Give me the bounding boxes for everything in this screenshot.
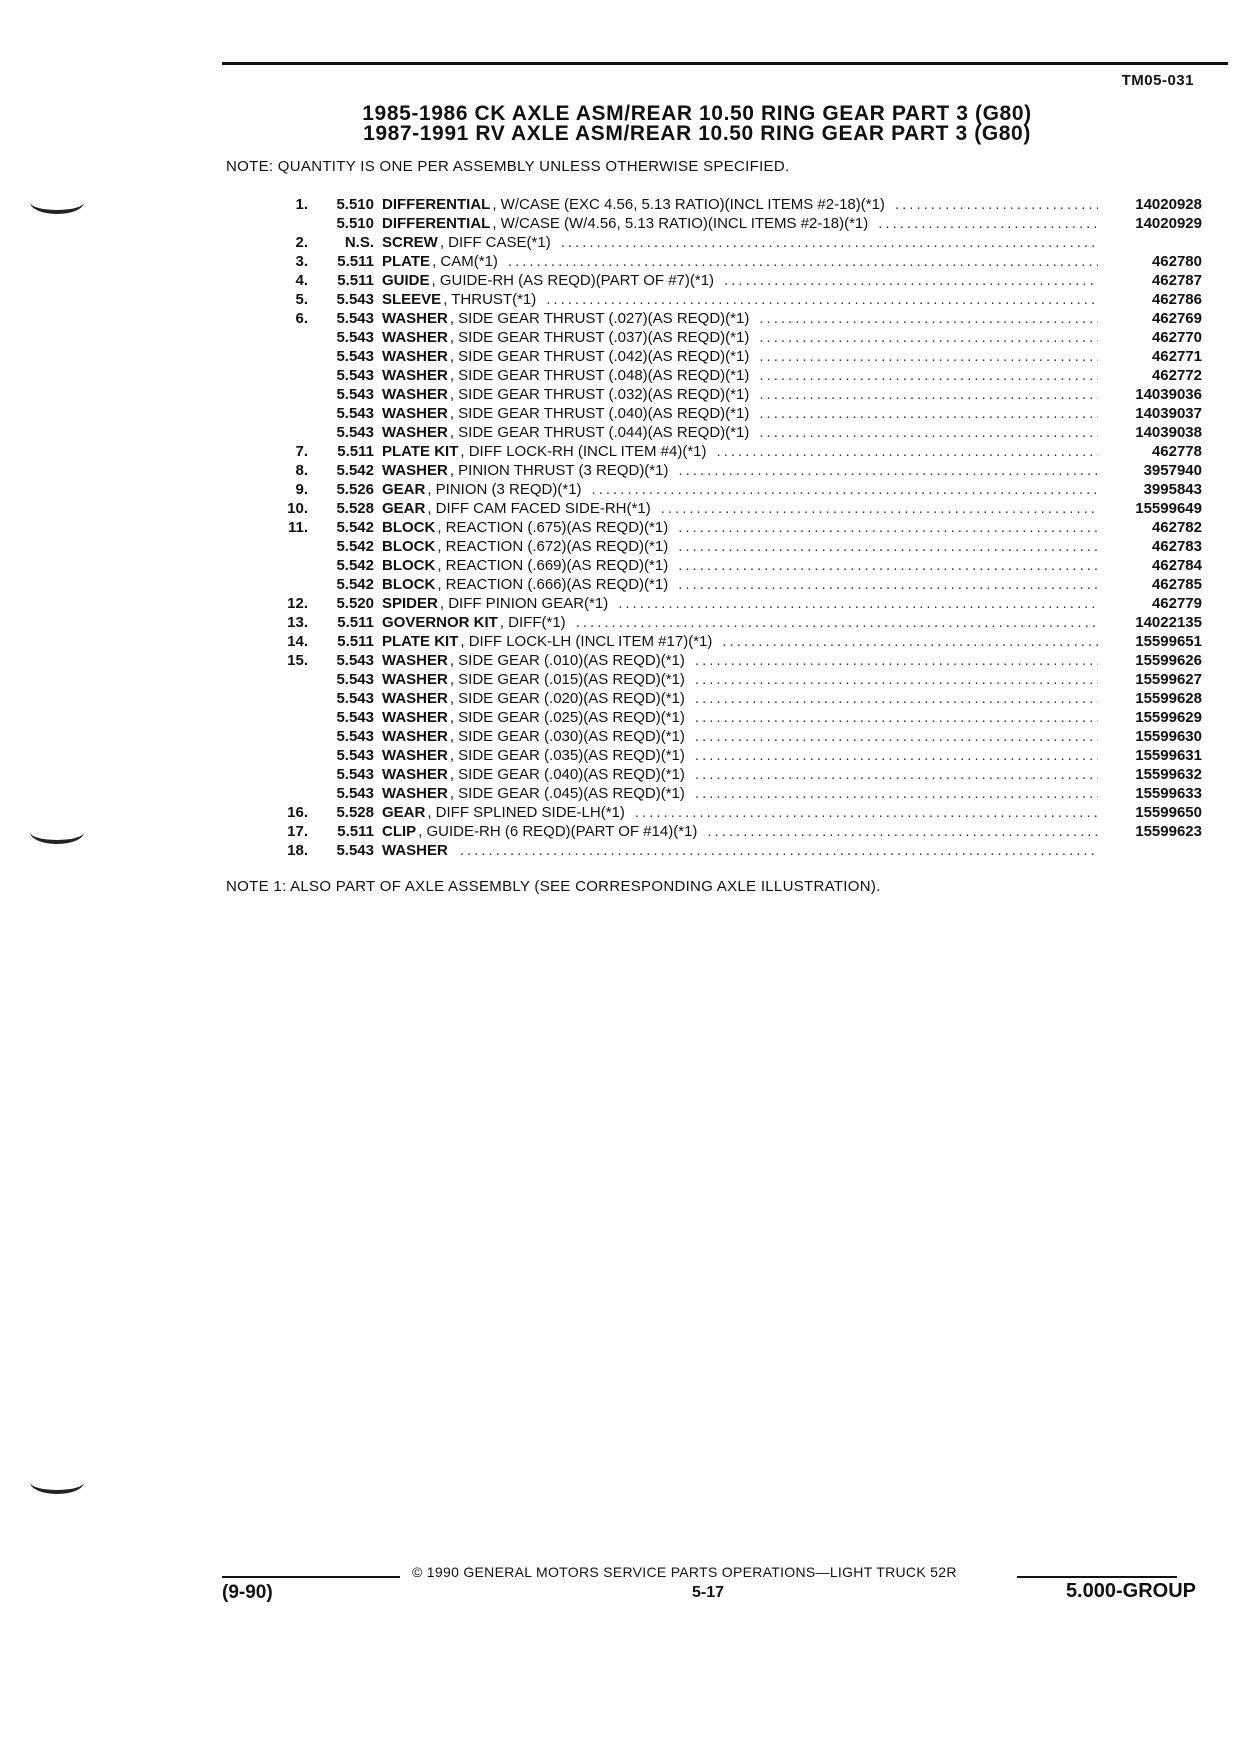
leader-dots — [546, 290, 1098, 309]
parts-row — [262, 442, 1202, 461]
item-number: 9. — [295, 481, 308, 498]
part-name: PLATE KIT — [382, 633, 459, 650]
figure-number: 5.526 — [336, 481, 374, 498]
part-description — [382, 271, 1106, 290]
figure-number: 5.542 — [336, 557, 374, 574]
part-description — [382, 309, 1106, 328]
part-description — [382, 594, 1106, 613]
leader-dots — [759, 385, 1098, 404]
leader-dots — [678, 518, 1098, 537]
parts-row — [262, 575, 1202, 594]
part-name: WASHER — [382, 367, 448, 384]
item-number: 4. — [295, 272, 308, 289]
binder-hole-mark — [30, 830, 84, 844]
item-number: 5. — [295, 291, 308, 308]
part-detail: , REACTION (.666)(AS REQD)(*1) — [437, 576, 669, 593]
part-detail: , DIFF SPLINED SIDE-LH(*1) — [427, 804, 625, 821]
leader-dots — [759, 366, 1098, 385]
part-number: 462785 — [1151, 576, 1202, 593]
part-name: WASHER — [382, 405, 448, 422]
leader-dots — [678, 575, 1098, 594]
part-description — [382, 423, 1106, 442]
figure-number: 5.520 — [336, 595, 374, 612]
page-number: 5-17 — [692, 1584, 725, 1601]
item-number: 3. — [295, 253, 308, 270]
part-description — [382, 613, 1106, 632]
part-description — [382, 689, 1106, 708]
part-description — [382, 499, 1106, 518]
item-number: 15. — [287, 652, 308, 669]
figure-number: 5.543 — [336, 671, 374, 688]
part-number: 14039037 — [1135, 405, 1202, 422]
part-name: PLATE — [382, 253, 431, 270]
part-detail: , SIDE GEAR (.030)(AS REQD)(*1) — [449, 728, 685, 745]
part-number: 15599630 — [1135, 728, 1202, 745]
item-number: 12. — [287, 595, 308, 612]
parts-row — [262, 803, 1202, 822]
part-detail: , DIFF LOCK-LH (INCL ITEM #17)(*1) — [460, 633, 713, 650]
parts-row — [262, 727, 1202, 746]
item-number: 1. — [295, 196, 308, 213]
title-line-2: 1987-1991 RV AXLE ASM/REAR 10.50 RING GEAR PART 3 (G80) — [363, 122, 1031, 145]
parts-row — [262, 499, 1202, 518]
part-detail: , W/CASE (W/4.56, 5.13 RATIO)(INCL ITEMS #2-18)(*1) — [492, 215, 869, 232]
leader-dots — [695, 765, 1098, 784]
part-number: 462787 — [1151, 272, 1202, 289]
leader-dots — [661, 499, 1098, 518]
leader-dots — [707, 822, 1098, 841]
part-detail: , SIDE GEAR THRUST (.048)(AS REQD)(*1) — [449, 367, 750, 384]
parts-row — [262, 309, 1202, 328]
part-number: 14039036 — [1135, 386, 1202, 403]
parts-row — [262, 385, 1202, 404]
part-description — [382, 765, 1106, 784]
part-description — [382, 461, 1106, 480]
part-number: 14020928 — [1135, 196, 1202, 213]
leader-dots — [724, 271, 1098, 290]
part-description — [382, 670, 1106, 689]
parts-row — [262, 423, 1202, 442]
leader-dots — [695, 784, 1098, 803]
part-number: 15599650 — [1135, 804, 1202, 821]
part-detail: , CAM(*1) — [432, 253, 498, 270]
part-description — [382, 404, 1106, 423]
part-number: 462780 — [1151, 253, 1202, 270]
part-number: 14022135 — [1135, 614, 1202, 631]
part-description — [382, 841, 1106, 860]
parts-row — [262, 822, 1202, 841]
group-label: 5.000-GROUP — [1065, 1580, 1196, 1602]
part-number: 15599629 — [1135, 709, 1202, 726]
item-number: 2. — [295, 234, 308, 251]
part-name: WASHER — [382, 747, 448, 764]
part-name: WASHER — [382, 424, 448, 441]
part-detail: , SIDE GEAR (.040)(AS REQD)(*1) — [449, 766, 685, 783]
part-name: WASHER — [382, 386, 448, 403]
part-detail: , SIDE GEAR (.015)(AS REQD)(*1) — [449, 671, 685, 688]
part-description — [382, 480, 1106, 499]
leader-dots — [695, 746, 1098, 765]
part-name: BLOCK — [382, 538, 436, 555]
item-number: 7. — [295, 443, 308, 460]
part-description — [382, 822, 1106, 841]
part-description — [382, 233, 1106, 252]
part-detail: , PINION (3 REQD)(*1) — [427, 481, 582, 498]
part-number: 14020929 — [1135, 215, 1202, 232]
part-number: 15599628 — [1135, 690, 1202, 707]
leader-dots — [722, 632, 1098, 651]
part-description — [382, 328, 1106, 347]
part-description — [382, 347, 1106, 366]
part-name: CLIP — [382, 823, 417, 840]
leader-dots — [576, 613, 1098, 632]
part-number: 15599626 — [1135, 652, 1202, 669]
part-number: 15599623 — [1135, 823, 1202, 840]
part-name: SPIDER — [382, 595, 438, 612]
part-number: 462769 — [1151, 310, 1202, 327]
part-description — [382, 575, 1106, 594]
parts-row — [262, 594, 1202, 613]
part-description — [382, 556, 1106, 575]
leader-dots — [695, 689, 1098, 708]
parts-row — [262, 613, 1202, 632]
leader-dots — [759, 423, 1098, 442]
figure-number: 5.543 — [336, 766, 374, 783]
parts-row — [262, 214, 1202, 233]
parts-row — [262, 765, 1202, 784]
part-description — [382, 214, 1106, 233]
part-number: 15599632 — [1135, 766, 1202, 783]
figure-number: 5.543 — [336, 785, 374, 802]
part-detail: , SIDE GEAR THRUST (.032)(AS REQD)(*1) — [449, 386, 750, 403]
part-detail: , REACTION (.672)(AS REQD)(*1) — [437, 538, 669, 555]
footnote-1: NOTE 1: ALSO PART OF AXLE ASSEMBLY (SEE CORRESPONDING AXLE ILLUSTRATION). — [226, 878, 881, 895]
figure-number: 5.511 — [337, 614, 374, 631]
item-number: 18. — [287, 842, 308, 859]
part-detail: , SIDE GEAR (.010)(AS REQD)(*1) — [449, 652, 685, 669]
parts-row — [262, 328, 1202, 347]
part-detail: , DIFF CAM FACED SIDE-RH(*1) — [427, 500, 651, 517]
part-number: 462786 — [1151, 291, 1202, 308]
part-description — [382, 366, 1106, 385]
part-number: 462783 — [1151, 538, 1202, 555]
figure-number: 5.542 — [336, 462, 374, 479]
leader-dots — [678, 537, 1098, 556]
part-description — [382, 252, 1106, 271]
part-number: 462771 — [1151, 348, 1202, 365]
part-number: 15599633 — [1135, 785, 1202, 802]
part-name: WASHER — [382, 348, 448, 365]
parts-row — [262, 784, 1202, 803]
part-number: 462778 — [1151, 443, 1202, 460]
figure-number: 5.510 — [336, 215, 374, 232]
parts-row — [262, 841, 1202, 860]
revision-date: (9-90) — [222, 1582, 273, 1603]
part-name: PLATE KIT — [382, 443, 459, 460]
figure-number: 5.511 — [337, 633, 374, 650]
part-name: WASHER — [382, 462, 448, 479]
figure-number: 5.543 — [336, 728, 374, 745]
part-name: WASHER — [382, 709, 448, 726]
part-name: GOVERNOR KIT — [382, 614, 498, 631]
leader-dots — [695, 651, 1098, 670]
part-name: WASHER — [382, 785, 448, 802]
part-detail: , SIDE GEAR THRUST (.042)(AS REQD)(*1) — [449, 348, 750, 365]
figure-number: 5.543 — [336, 424, 374, 441]
binder-hole-mark — [30, 1480, 84, 1494]
parts-row — [262, 746, 1202, 765]
part-description — [382, 803, 1106, 822]
part-name: WASHER — [382, 329, 448, 346]
part-description — [382, 746, 1106, 765]
part-number: 15599649 — [1135, 500, 1202, 517]
leader-dots — [695, 727, 1098, 746]
leader-dots — [759, 404, 1098, 423]
part-number: 462779 — [1151, 595, 1202, 612]
part-description — [382, 784, 1106, 803]
figure-number: 5.543 — [336, 386, 374, 403]
part-name: BLOCK — [382, 519, 436, 536]
parts-row — [262, 632, 1202, 651]
document-code: TM05-031 — [1121, 72, 1194, 89]
parts-row — [262, 461, 1202, 480]
item-number: 10. — [287, 500, 308, 517]
leader-dots — [508, 252, 1098, 271]
part-name: BLOCK — [382, 576, 436, 593]
part-number: 462772 — [1151, 367, 1202, 384]
copyright-line: © 1990 GENERAL MOTORS SERVICE PARTS OPERATIONS—LIGHT TRUCK 52R — [412, 1564, 957, 1580]
figure-number: 5.510 — [336, 196, 374, 213]
figure-number: 5.543 — [336, 652, 374, 669]
figure-number: 5.543 — [336, 348, 374, 365]
title-line-1: 1985-1986 CK AXLE ASM/REAR 10.50 RING GEAR PART 3 (G80) — [362, 102, 1032, 125]
part-name: WASHER — [382, 842, 448, 859]
parts-row — [262, 366, 1202, 385]
figure-number: 5.542 — [336, 519, 374, 536]
figure-number: 5.543 — [336, 291, 374, 308]
part-detail: , DIFF PINION GEAR(*1) — [439, 595, 609, 612]
part-number: 462770 — [1151, 329, 1202, 346]
parts-row — [262, 252, 1202, 271]
item-number: 6. — [295, 310, 308, 327]
part-name: WASHER — [382, 652, 448, 669]
leader-dots — [717, 442, 1098, 461]
parts-row — [262, 290, 1202, 309]
leader-dots — [695, 708, 1098, 727]
leader-dots — [618, 594, 1098, 613]
binder-hole-mark — [30, 200, 84, 214]
figure-number: N.S. — [344, 234, 374, 251]
part-description — [382, 632, 1106, 651]
figure-number: 5.542 — [336, 576, 374, 593]
parts-row — [262, 195, 1202, 214]
part-detail: , DIFF CASE(*1) — [439, 234, 551, 251]
part-detail: , GUIDE-RH (6 REQD)(PART OF #14)(*1) — [418, 823, 698, 840]
part-name: DIFFERENTIAL — [382, 215, 491, 232]
part-name: BLOCK — [382, 557, 436, 574]
parts-row — [262, 480, 1202, 499]
part-detail: , PINION THRUST (3 REQD)(*1) — [449, 462, 669, 479]
leader-dots — [759, 347, 1098, 366]
figure-number: 5.511 — [337, 272, 374, 289]
part-detail: , GUIDE-RH (AS REQD)(PART OF #7)(*1) — [431, 272, 715, 289]
parts-row — [262, 271, 1202, 290]
part-number: 15599631 — [1135, 747, 1202, 764]
parts-row — [262, 404, 1202, 423]
part-detail: , REACTION (.675)(AS REQD)(*1) — [437, 519, 669, 536]
part-number: 462782 — [1151, 519, 1202, 536]
leader-dots — [592, 480, 1098, 499]
page-title — [0, 104, 1254, 144]
quantity-note: NOTE: QUANTITY IS ONE PER ASSEMBLY UNLESS OTHERWISE SPECIFIED. — [226, 158, 790, 175]
part-number: 462784 — [1151, 557, 1202, 574]
part-detail: , SIDE GEAR (.025)(AS REQD)(*1) — [449, 709, 685, 726]
item-number: 13. — [287, 614, 308, 631]
part-detail: , SIDE GEAR (.045)(AS REQD)(*1) — [449, 785, 685, 802]
part-number: 14039038 — [1135, 424, 1202, 441]
parts-row — [262, 556, 1202, 575]
parts-row — [262, 670, 1202, 689]
figure-number: 5.543 — [336, 690, 374, 707]
part-detail: , REACTION (.669)(AS REQD)(*1) — [437, 557, 669, 574]
parts-row — [262, 537, 1202, 556]
part-description — [382, 442, 1106, 461]
parts-row — [262, 708, 1202, 727]
part-name: GEAR — [382, 481, 426, 498]
item-number: 17. — [287, 823, 308, 840]
figure-number: 5.543 — [336, 329, 374, 346]
part-detail: , THRUST(*1) — [443, 291, 537, 308]
figure-number: 5.511 — [337, 253, 374, 270]
part-detail: , SIDE GEAR (.020)(AS REQD)(*1) — [449, 690, 685, 707]
part-name: GUIDE — [382, 272, 430, 289]
part-description — [382, 518, 1106, 537]
part-number: 3995843 — [1143, 481, 1202, 498]
part-name: SLEEVE — [382, 291, 442, 308]
parts-list — [262, 195, 1202, 860]
top-rule — [222, 62, 1228, 65]
leader-dots — [878, 214, 1098, 233]
leader-dots — [678, 461, 1098, 480]
item-number: 8. — [295, 462, 308, 479]
leader-dots — [895, 195, 1098, 214]
part-description — [382, 537, 1106, 556]
part-detail: , SIDE GEAR (.035)(AS REQD)(*1) — [449, 747, 685, 764]
parts-row — [262, 233, 1202, 252]
part-name: GEAR — [382, 804, 426, 821]
part-number: 3957940 — [1143, 462, 1202, 479]
part-description — [382, 727, 1106, 746]
leader-dots — [635, 803, 1098, 822]
parts-row — [262, 689, 1202, 708]
part-detail: , SIDE GEAR THRUST (.027)(AS REQD)(*1) — [449, 310, 750, 327]
figure-number: 5.511 — [337, 823, 374, 840]
part-description — [382, 651, 1106, 670]
leader-dots — [759, 309, 1098, 328]
part-name: GEAR — [382, 500, 426, 517]
leader-dots — [460, 841, 1098, 860]
part-detail: , SIDE GEAR THRUST (.037)(AS REQD)(*1) — [449, 329, 750, 346]
figure-number: 5.528 — [336, 500, 374, 517]
part-detail: , DIFF LOCK-RH (INCL ITEM #4)(*1) — [460, 443, 707, 460]
part-name: WASHER — [382, 690, 448, 707]
figure-number: 5.543 — [336, 709, 374, 726]
item-number: 14. — [287, 633, 308, 650]
part-description — [382, 290, 1106, 309]
part-detail: , SIDE GEAR THRUST (.044)(AS REQD)(*1) — [449, 424, 750, 441]
item-number: 16. — [287, 804, 308, 821]
figure-number: 5.543 — [336, 747, 374, 764]
figure-number: 5.543 — [336, 367, 374, 384]
parts-row — [262, 651, 1202, 670]
leader-dots — [695, 670, 1098, 689]
part-name: WASHER — [382, 766, 448, 783]
parts-row — [262, 518, 1202, 537]
part-description — [382, 195, 1106, 214]
part-name: WASHER — [382, 671, 448, 688]
part-description — [382, 708, 1106, 727]
part-number: 15599627 — [1135, 671, 1202, 688]
figure-number: 5.543 — [336, 310, 374, 327]
part-number: 15599651 — [1135, 633, 1202, 650]
leader-dots — [759, 328, 1098, 347]
part-detail: , SIDE GEAR THRUST (.040)(AS REQD)(*1) — [449, 405, 750, 422]
leader-dots — [561, 233, 1098, 252]
leader-dots — [678, 556, 1098, 575]
figure-number: 5.542 — [336, 538, 374, 555]
part-detail: , DIFF(*1) — [499, 614, 566, 631]
part-description — [382, 385, 1106, 404]
part-detail: , W/CASE (EXC 4.56, 5.13 RATIO)(INCL ITEMS #2-18)(*1) — [492, 196, 885, 213]
figure-number: 5.511 — [337, 443, 374, 460]
part-name: WASHER — [382, 310, 448, 327]
figure-number: 5.543 — [336, 842, 374, 859]
item-number: 11. — [287, 519, 308, 536]
figure-number: 5.528 — [336, 804, 374, 821]
part-name: WASHER — [382, 728, 448, 745]
part-name: SCREW — [382, 234, 438, 251]
part-name: DIFFERENTIAL — [382, 196, 491, 213]
figure-number: 5.543 — [336, 405, 374, 422]
parts-row — [262, 347, 1202, 366]
